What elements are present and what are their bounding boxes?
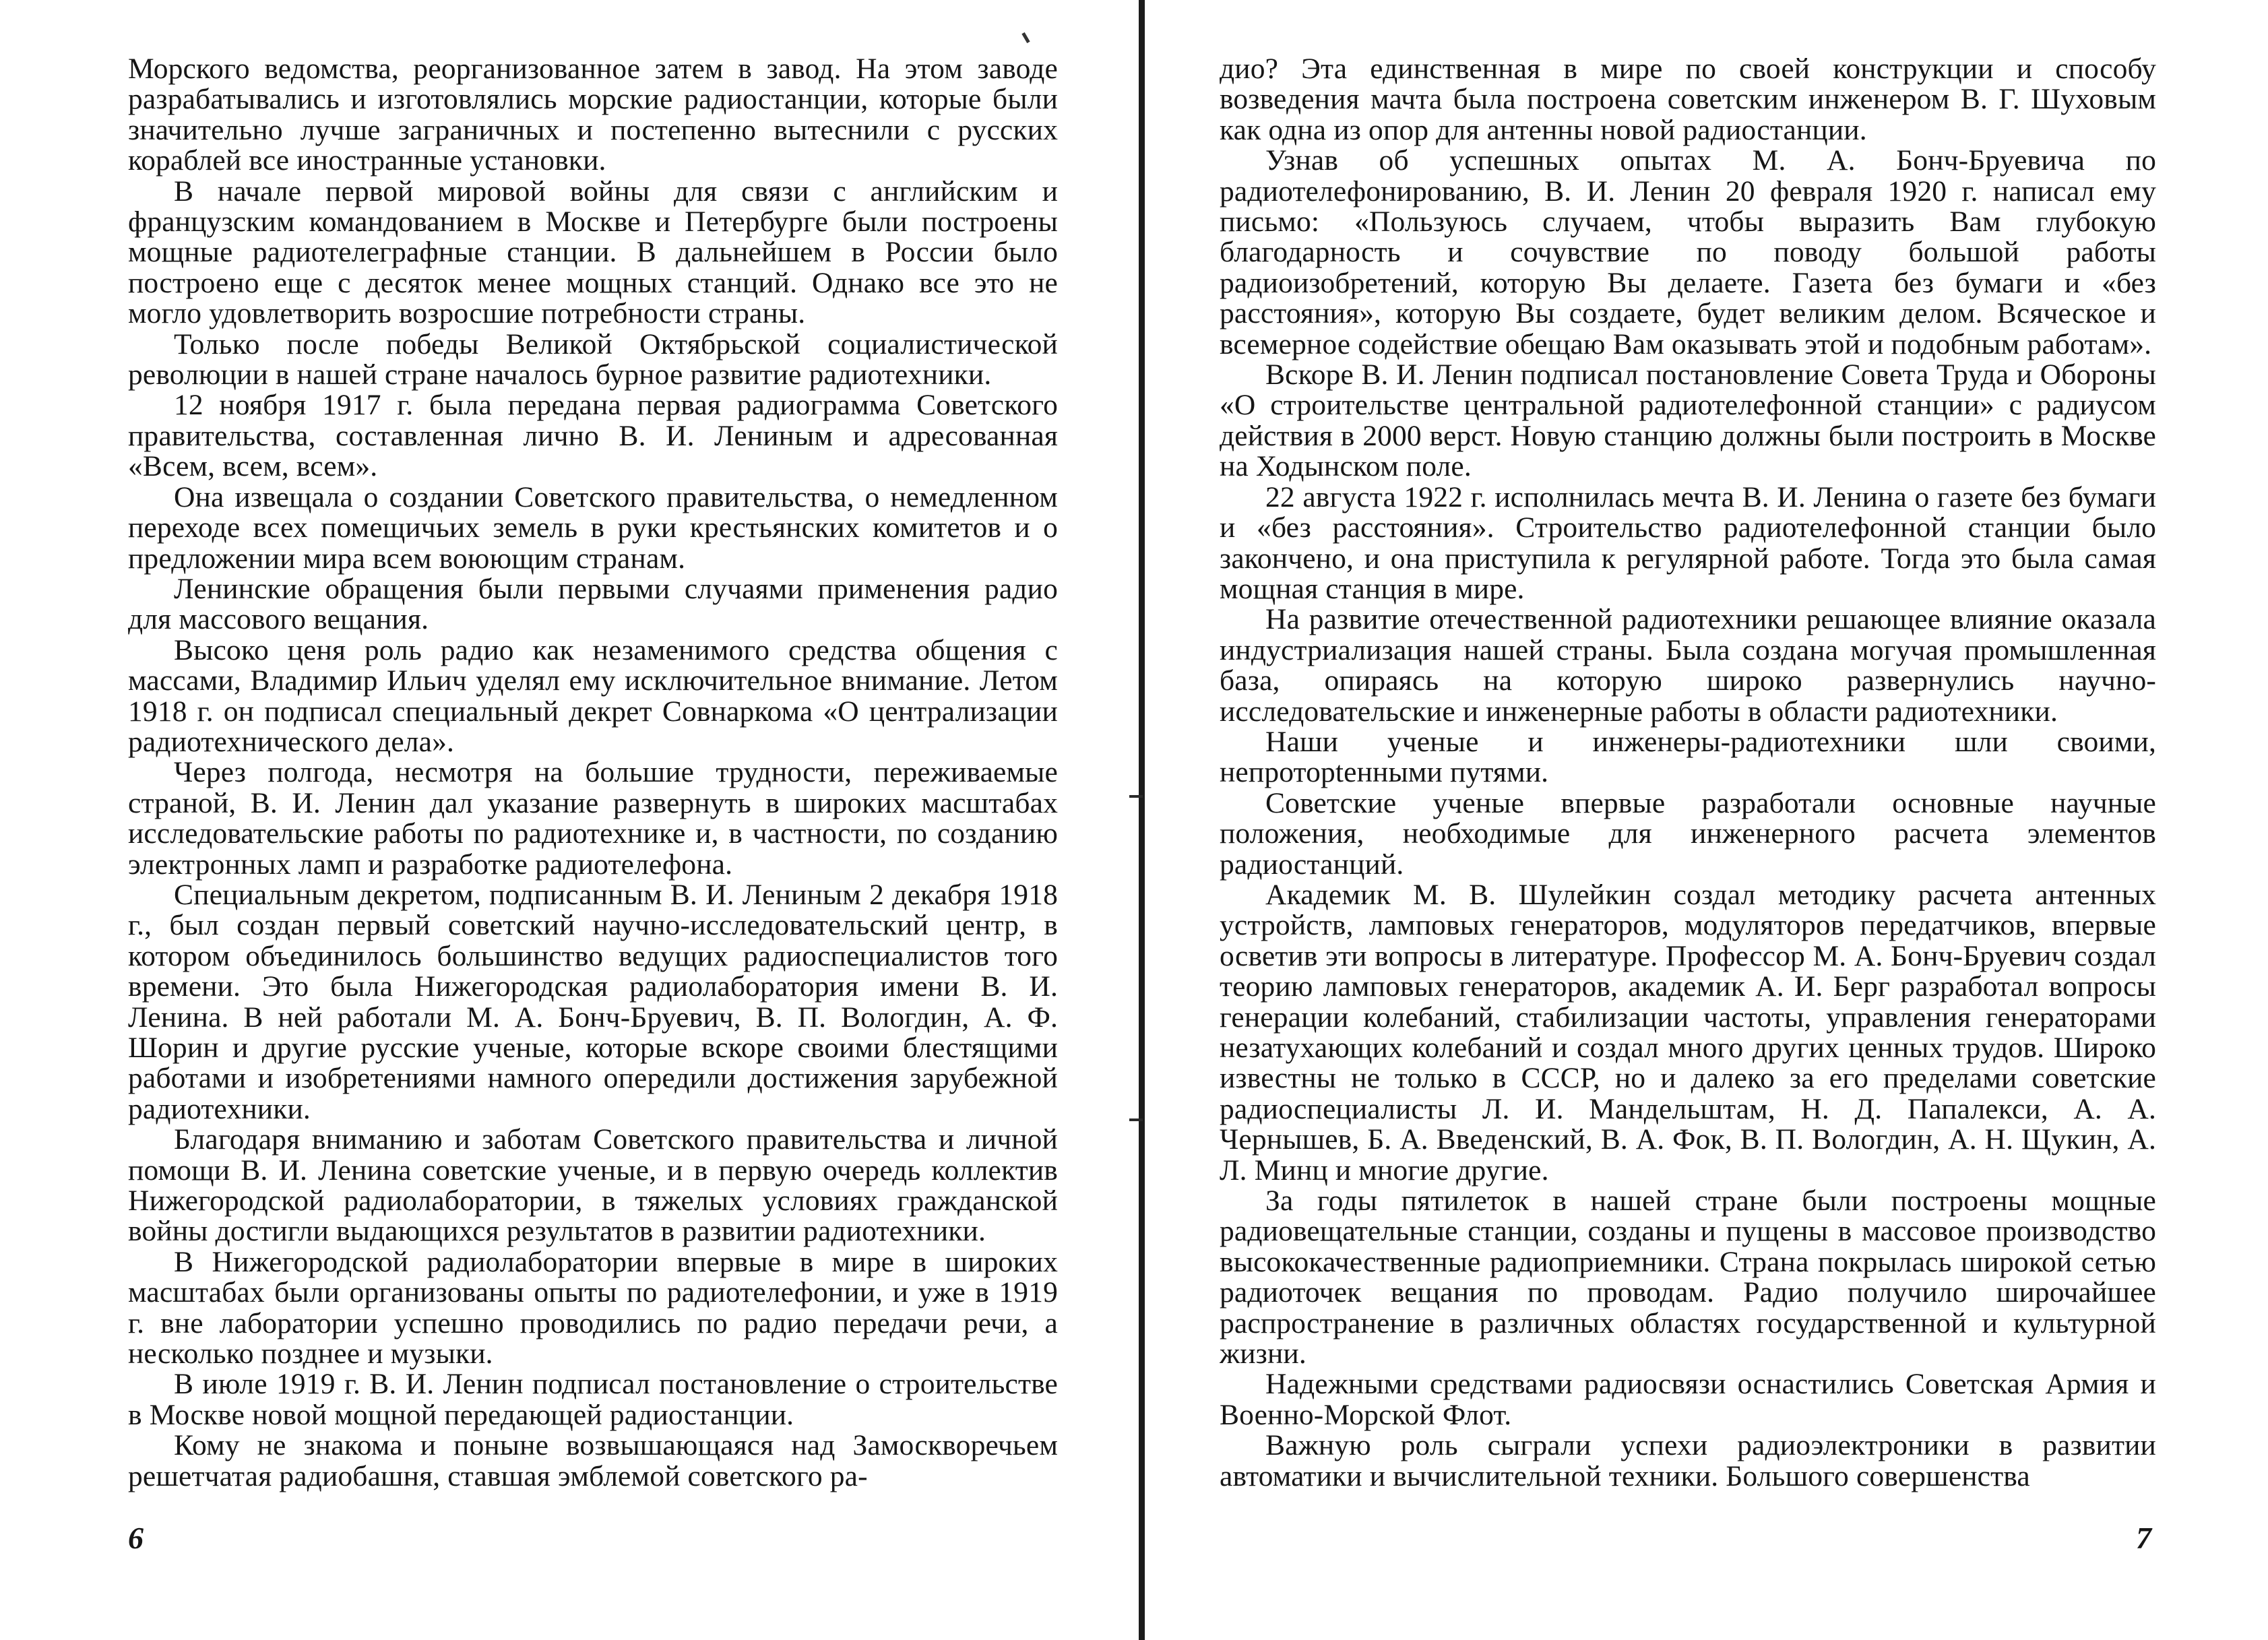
print-speck [1021,32,1030,43]
paragraph: Высоко ценя роль радио как незаменимого средства общения с массами, Владимир Ильич уделял ему исключительное внимание. Летом 1918 г. он подписал специальный декрет Совнаркома «О централизации радиотехнического дела». [128,633,1058,758]
paragraph: Через полгода, несмотря на большие трудности, переживаемые страной, В. И. Ленин дал указание развернуть в широких масштабах исследовательские работы по радиотехнике и, в частности, по созданию электронных ламп и разработке радиотелефона. [128,756,1058,881]
paragraph: Вскоре В. И. Ленин подписал постановление Совета Труда и Обороны «О строительстве центральной радиотелефонной станции» с радиусом действия в 2000 верст. Новую станцию должны были построить в Москве на Ходынском поле. [1220,358,2156,483]
paragraph: Благодаря вниманию и заботам Советского правительства и личной помощи В. И. Ленина советские ученые, и в первую очередь коллектив Нижегородской радиолаборатории, в тяжелых условиях гражданской войны достигли выдающихся результатов в развитии радиотехники. [128,1123,1058,1248]
paragraph: Специальным декретом, подписанным В. И. Лениным 2 декабря 1918 г., был создан первый советский научно-исследовательский центр, в котором объединилось большинство ведущих радиоспециалистов того времени. Это была Нижегородская радиолаборатория имени В. И. Ленина. В ней работали М. А. Бонч-Бруевич, В. П. Вологдин, А. Ф. Шорин и другие русские ученые, которые вскоре своими блестящими работами и изобретениями намного опередили достижения зарубежной радиотехники. [128,878,1058,1125]
paragraph: Советские ученые впервые разработали основные научные положения, необходимые для инженерного расчета элементов радиостанций. [1220,786,2156,881]
paragraph: В июле 1919 г. В. И. Ленин подписал постановление о строительстве в Москве новой мощной передающей радиостанции. [128,1368,1058,1431]
spine-mark [1129,1118,1143,1121]
paragraph: Ленинские обращения были первыми случаями применения радио для массового вещания. [128,572,1058,636]
paragraph: 22 августа 1922 г. исполнилась мечта В. И. Ленина о газете без бумаги и «без расстояния». Строительство радиотелефонной станции было закончено, и она приступила к регулярной работе. Тогда это была самая мощная станция в мире. [1220,480,2156,605]
spine-mark [1129,795,1143,798]
paragraph: Надежными средствами радиосвязи оснастились Советская Армия и Военно-Морской Флот. [1220,1368,2156,1431]
right-page [1220,54,2156,1577]
paragraph: 12 ноября 1917 г. была передана первая радиограмма Советского правительства, составленная лично В. И. Лениным и адресованная «Всем, всем, всем». [128,389,1058,483]
paragraph: В Нижегородской радиолаборатории впервые в мире в широких масштабах были организованы опыты по радиотелефонии, и уже в 1919 г. вне лаборатории успешно проводились по радио передачи речи, а несколько позднее и музыки. [128,1245,1058,1370]
book-spine [1139,0,1145,1640]
paragraph: Она извещала о создании Советского правительства, о немедленном переходе всех помещичьих земель в руки крестьянских комитетов и о предложении мира всем воюющим странам. [128,480,1058,575]
paragraph: В начале первой мировой войны для связи с английским и французским командованием в Москве и Петербурге были построены мощные радиотелеграфные станции. В дальнейшем в России было построено еще с десяток менее мощных станций. Однако все это не могло удовлетворить возросшие потребности страны. [128,175,1058,330]
paragraph: Важную роль сыграли успехи радиоэлектроники в развитии автоматики и вычислительной техники. Большого совершенства [1220,1429,2156,1492]
paragraph: Узнав об успешных опытах М. А. Бонч-Бруевича по радиотелефонированию, В. И. Ленин 20 февраля 1920 г. написал ему письмо: «Пользуюсь случаем, чтобы выразить Вам глубокую благодарность и сочувствие по поводу большой работы радиоизобретений, которую Вы делаете. Газета без бумаги и «без расстояния», которую Вы создаете, будет великим делом. Всяческое и всемерное содействие обещаю Вам оказывать этой и подобным работам». [1220,144,2156,360]
paragraph: дио? Эта единственная в мире по своей конструкции и способу возведения мачта была построена советским инженером В. Г. Шуховым как одна из опор для антенны новой радиостанции. [1220,54,2156,146]
paragraph: За годы пятилеток в нашей стране были построены мощные радиовещательные станции, созданы и пущены в массовое производство высококачественные радиоприемники. Страна покрылась широкой сетью радиоточек вещания по проводам. Радио получило широчайшее распространение в различных областях государственной и культурной жизни. [1220,1185,2156,1370]
paragraph: Морского ведомства, реорганизованное затем в завод. На этом заводе разрабатывались и изготовлялись морские радиостанции, которые были значительно лучше заграничных и постепенно вытеснили с русских кораблей все иностранные установки. [128,54,1058,177]
paragraph: На развитие отечественной радиотехники решающее влияние оказала индустриализация нашей страны. Была создана могучая промышленная база, опираясь на которую широко развернулись научно-исследовательские и инженерные работы в области радиотехники. [1220,603,2156,728]
paragraph: Только после победы Великой Октябрьской социалистической революции в нашей стране началось бурное развитие радиотехники. [128,327,1058,391]
page-number-left: 6 [128,1521,144,1555]
page-number-right: 7 [2136,1521,2151,1555]
paragraph: Кому не знакома и поныне возвышающаяся над Замоскворечьем решетчатая радиобашня, ставшая эмблемой советского ра- [128,1429,1058,1492]
paragraph: Академик М. В. Шулейкин создал методику расчета антенных устройств, ламповых генераторов, модуляторов передатчиков, впервые осветив эти вопросы в литературе. Профессор М. А. Бонч-Бруевич создал теорию ламповых генераторов, академик А. И. Берг разработал вопросы генерации колебаний, стабилизации частоты, управления генераторами незатухающих колебаний и создал много других ценных трудов. Широко известны не только в СССР, но и далеко за его пределами советские радиоспециалисты Л. И. Мандельштам, Н. Д. Папалекси, А. А. Чернышев, Б. А. Введенский, В. А. Фок, В. П. Вологдин, А. Н. Щукин, А. Л. Минц и многие другие. [1220,878,2156,1187]
left-page [128,54,1058,1577]
paragraph: Наши ученые и инженеры-радиотехники шли своими, непротоptенными путями. [1220,725,2156,789]
